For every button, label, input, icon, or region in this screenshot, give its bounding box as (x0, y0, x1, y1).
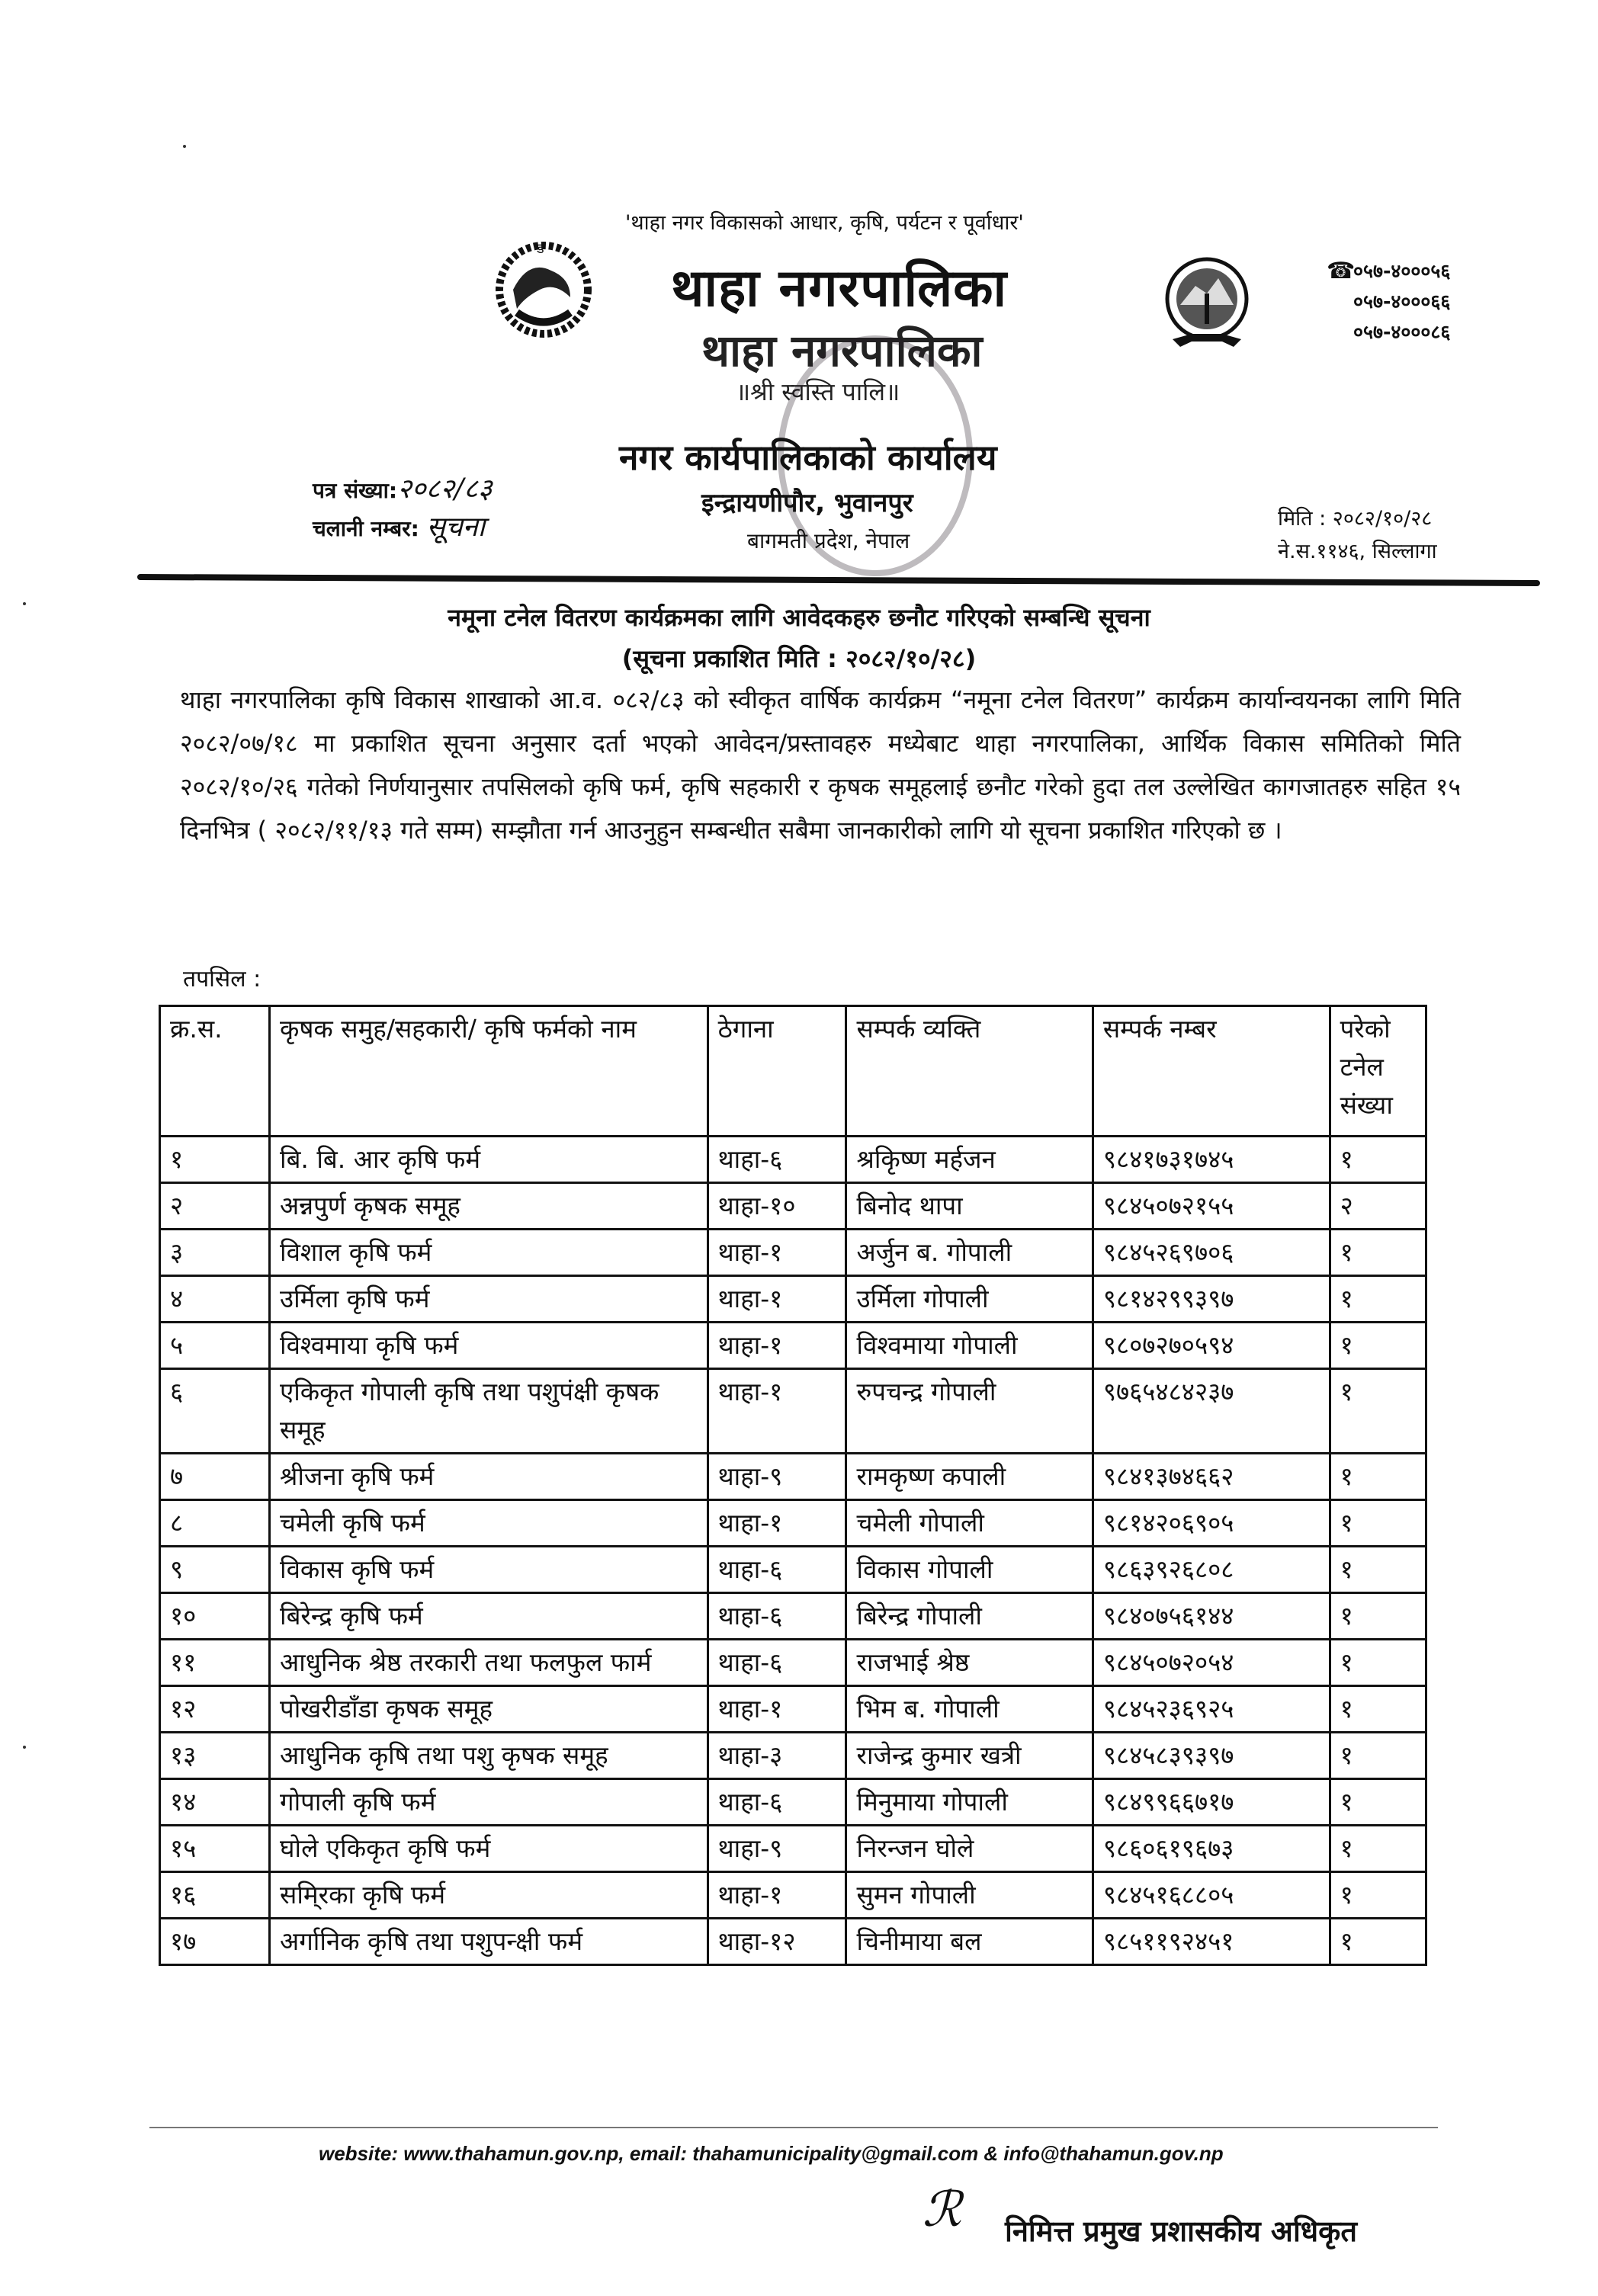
contact-person-cell: अर्जुन ब. गोपाली (846, 1230, 1093, 1276)
footer-contact: website: www.thahamun.gov.np, email: thahamunicipality@gmail.com & info@thahamun.gov.np (319, 2142, 1224, 2165)
serial-cell: ९ (160, 1547, 270, 1593)
name-cell: पोखरीडाँडा कृषक समूह (270, 1686, 708, 1733)
contact-number-cell: ९७६५४८४२३७ (1093, 1369, 1330, 1454)
contact-number-cell: ९८४१३७४६६२ (1093, 1454, 1330, 1500)
serial-cell: १३ (160, 1733, 270, 1779)
table-row (160, 1183, 1426, 1230)
address-cell: थाहा-६ (708, 1779, 846, 1826)
tapsil-label: तपसिल : (183, 966, 262, 992)
contact-person-cell: श्रकिृष्ण मर्हजन (846, 1137, 1093, 1183)
signatory-title: निमित्त प्रमुख प्रशासकीय अधिकृत (1005, 2214, 1358, 2248)
name-cell: आधुनिक श्रेष्ठ तरकारी तथा फलफुल फार्म (270, 1640, 708, 1686)
chalani-number (313, 507, 485, 544)
serial-cell: १५ (160, 1826, 270, 1872)
tunnel-count-cell: १ (1330, 1276, 1426, 1323)
thaha-municipality-logo (1157, 252, 1256, 358)
contact-number-cell: ९८४५१६८८०५ (1093, 1872, 1330, 1919)
table-row (160, 1640, 1426, 1686)
address-cell: थाहा-१ (708, 1230, 846, 1276)
tunnel-count-cell: १ (1330, 1872, 1426, 1919)
tunnel-count-cell: १ (1330, 1779, 1426, 1826)
office-name: नगर कार्यपालिकाको कार्यालय (619, 437, 997, 478)
header-serial: क्र.स. (160, 1006, 270, 1137)
contact-person-cell: राजभाई श्रेष्ठ (846, 1640, 1093, 1686)
table-row (160, 1593, 1426, 1640)
serial-cell: ५ (160, 1323, 270, 1369)
address-cell: थाहा-९ (708, 1826, 846, 1872)
address-cell: थाहा-१ (708, 1323, 846, 1369)
tunnel-count-cell: १ (1330, 1137, 1426, 1183)
tunnel-count-cell: १ (1330, 1369, 1426, 1454)
header-contact-number: सम्पर्क नम्बर (1093, 1006, 1330, 1137)
table-row (160, 1826, 1426, 1872)
address-cell: थाहा-१२ (708, 1919, 846, 1965)
verse-line: ॥श्री स्वस्ति पालि॥ (736, 377, 900, 406)
phone-number: ०५७-४०००८६ (1353, 321, 1451, 343)
address-cell: थाहा-१ (708, 1686, 846, 1733)
contact-person-cell: बिरेन्द्र गोपाली (846, 1593, 1093, 1640)
contact-person-cell: बिनोद थापा (846, 1183, 1093, 1230)
municipality-motto: 'थाहा नगर विकासको आधार, कृषि, पर्यटन र पूर्वाधार' (625, 211, 1024, 235)
address-cell: थाहा-१ (708, 1276, 846, 1323)
serial-cell: १४ (160, 1779, 270, 1826)
address-cell: थाहा-६ (708, 1547, 846, 1593)
name-cell: एकिकृत गोपाली कृषि तथा पशुपंक्षी कृषक समूह (270, 1369, 708, 1454)
tunnel-count-cell: १ (1330, 1500, 1426, 1547)
contact-person-cell: विश्वमाया गोपाली (846, 1323, 1093, 1369)
table-row (160, 1779, 1426, 1826)
nepal-emblem-logo (494, 236, 593, 343)
scan-speck (183, 145, 186, 148)
tunnel-count-cell: २ (1330, 1183, 1426, 1230)
contact-number-cell: ९८४०७५६१४४ (1093, 1593, 1330, 1640)
office-address-line2: बागमती प्रदेश, नेपाल (747, 528, 910, 553)
serial-cell: ३ (160, 1230, 270, 1276)
serial-cell: ७ (160, 1454, 270, 1500)
table-row (160, 1547, 1426, 1593)
chalani-label: चलानी नम्बर: (313, 516, 419, 541)
scan-speck (23, 602, 26, 605)
letter-date: मिति : २०८२/१०/२८ (1278, 507, 1433, 531)
municipality-name: थाहा नगरपालिका (671, 258, 1008, 319)
name-cell: गोपाली कृषि फर्म (270, 1779, 708, 1826)
serial-cell: १० (160, 1593, 270, 1640)
serial-cell: ६ (160, 1369, 270, 1454)
contact-person-cell: विकास गोपाली (846, 1547, 1093, 1593)
name-cell: आधुनिक कृषि तथा पशु कृषक समूह (270, 1733, 708, 1779)
contact-person-cell: रुपचन्द्र गोपाली (846, 1369, 1093, 1454)
contact-person-cell: सुमन गोपाली (846, 1872, 1093, 1919)
contact-person-cell: रामकृष्ण कपाली (846, 1454, 1093, 1500)
tunnel-count-cell: १ (1330, 1640, 1426, 1686)
notice-body: थाहा नगरपालिका कृषि विकास शाखाको आ.व. ०८२/८३ को स्वीकृत वार्षिक कार्यक्रम “नमूना टनेल वितरण” कार्यक्रम कार्यान्वयनका लागि मिति २०८२/०७/१८ मा प्रकाशित सूचना अनुसार दर्ता भएको आवेदन/प्रस्तावहरु मध्येबाट थाहा नगरपालिका, आर्थिक विकास समितिको मिति २०८२/१०/२६ गतेको निर्णयानुसार तपसिलको कृषि फर्म, कृषि सहकारी र कृषक समूहलाई छनौट गरेको हुदा तल उल्लेखित कागजातहरु सहित १५ दिनभित्र ( २०८२/११/१३ गते सम्म) सम्झौता गर्न आउनुहुन सम्बन्धीत सबैमा जानकारीको लागि यो सूचना प्रकाशित गरिएको छ । (180, 685, 1461, 845)
table-row (160, 1733, 1426, 1779)
patra-sankhya (313, 469, 493, 506)
address-cell: थाहा-६ (708, 1137, 846, 1183)
name-cell: बि. बि. आर कृषि फर्म (270, 1137, 708, 1183)
contact-person-cell: चमेली गोपाली (846, 1500, 1093, 1547)
contact-person-cell: राजेन्द्र कुमार खत्री (846, 1733, 1093, 1779)
name-cell: चमेली कृषि फर्म (270, 1500, 708, 1547)
name-cell: उर्मिला कृषि फर्म (270, 1276, 708, 1323)
table-row (160, 1276, 1426, 1323)
tunnel-count-cell: १ (1330, 1919, 1426, 1965)
tunnel-count-cell: १ (1330, 1826, 1426, 1872)
name-cell: श्रीजना कृषि फर्म (270, 1454, 708, 1500)
header-contact-person: सम्पर्क व्यक्ति (846, 1006, 1093, 1137)
table-row (160, 1369, 1426, 1454)
contact-person-cell: निरन्जन घोले (846, 1826, 1093, 1872)
header-tunnel-count: परेको टनेल संख्या (1330, 1006, 1426, 1137)
name-cell: घोले एकिकृत कृषि फर्म (270, 1826, 708, 1872)
name-cell: बिरेन्द्र कृषि फर्म (270, 1593, 708, 1640)
name-cell: विशाल कृषि फर्म (270, 1230, 708, 1276)
contact-number-cell: ९८६३९२६८०८ (1093, 1547, 1330, 1593)
municipality-name-newari: थाहा नगरपालिका (701, 325, 983, 377)
serial-cell: १६ (160, 1872, 270, 1919)
table-row (160, 1500, 1426, 1547)
contact-number-cell: ९८४५०७२१५५ (1093, 1183, 1330, 1230)
notice-published-date: (सूचना प्रकाशित मिति : २०८२/१०/२८) (621, 644, 977, 673)
serial-cell: ११ (160, 1640, 270, 1686)
table-row (160, 1454, 1426, 1500)
contact-number-cell: ९८४५०७२०५४ (1093, 1640, 1330, 1686)
contact-number-cell: ९८४१७३१७४५ (1093, 1137, 1330, 1183)
serial-cell: १ (160, 1137, 270, 1183)
table-row (160, 1323, 1426, 1369)
table-row (160, 1137, 1426, 1183)
name-cell: अन्नपुर्ण कृषक समूह (270, 1183, 708, 1230)
serial-cell: २ (160, 1183, 270, 1230)
phone-numbers (1353, 256, 1450, 348)
header-name: कृषक समुह/सहकारी/ कृषि फर्मको नाम (270, 1006, 708, 1137)
tunnel-count-cell: १ (1330, 1547, 1426, 1593)
tunnel-count-cell: १ (1330, 1593, 1426, 1640)
notice-subject: नमूना टनेल वितरण कार्यक्रमका लागि आवेदकहरु छनौट गरिएको सम्बन्धि सूचना (448, 603, 1150, 632)
serial-cell: ४ (160, 1276, 270, 1323)
table-row (160, 1230, 1426, 1276)
contact-person-cell: चिनीमाया बल (846, 1919, 1093, 1965)
address-cell: थाहा-१ (708, 1872, 846, 1919)
tunnel-count-cell: १ (1330, 1733, 1426, 1779)
name-cell: अर्गानिक कृषि तथा पशुपन्क्षी फर्म (270, 1919, 708, 1965)
footer-divider (149, 2127, 1438, 2128)
contact-number-cell: ९८०७२७०५९४ (1093, 1323, 1330, 1369)
tunnel-count-cell: १ (1330, 1454, 1426, 1500)
chalani-value: सूचना (426, 511, 486, 543)
patra-sankhya-value: २०८२/८३ (397, 473, 493, 505)
address-cell: थाहा-६ (708, 1640, 846, 1686)
contact-person-cell: उर्मिला गोपाली (846, 1276, 1093, 1323)
contact-number-cell: ९८४५२३६९२५ (1093, 1686, 1330, 1733)
address-cell: थाहा-३ (708, 1733, 846, 1779)
svg-text:ड: ड (537, 241, 544, 257)
address-cell: थाहा-१ (708, 1500, 846, 1547)
selected-applicants-table (159, 1005, 1427, 1966)
office-address-line1: इन्द्रायणीपौर, भुवानपुर (701, 488, 913, 518)
contact-number-cell: ९८४९९६६७१७ (1093, 1779, 1330, 1826)
table-header-row (160, 1006, 1426, 1137)
signature-mark: ℛ (923, 2182, 962, 2238)
patra-sankhya-label: पत्र संख्या: (313, 478, 398, 503)
contact-person-cell: भिम ब. गोपाली (846, 1686, 1093, 1733)
contact-number-cell: ९८१४२९९३९७ (1093, 1276, 1330, 1323)
tunnel-count-cell: १ (1330, 1323, 1426, 1369)
tunnel-count-cell: १ (1330, 1230, 1426, 1276)
table-row (160, 1686, 1426, 1733)
table-row (160, 1872, 1426, 1919)
contact-person-cell: मिनुमाया गोपाली (846, 1779, 1093, 1826)
nepal-sambat-date: ने.स.११४६, सिल्लागा (1278, 540, 1437, 563)
address-cell: थाहा-६ (708, 1593, 846, 1640)
contact-number-cell: ९८६०६१९६७३ (1093, 1826, 1330, 1872)
contact-number-cell: ९८४५२६९७०६ (1093, 1230, 1330, 1276)
address-cell: थाहा-१ (708, 1369, 846, 1454)
table-row (160, 1919, 1426, 1965)
telephone-icon: ☎ (1327, 258, 1356, 284)
header-divider (137, 574, 1540, 586)
tunnel-count-cell: १ (1330, 1686, 1426, 1733)
serial-cell: १२ (160, 1686, 270, 1733)
name-cell: समि्रका कृषि फर्म (270, 1872, 708, 1919)
address-cell: थाहा-१० (708, 1183, 846, 1230)
serial-cell: १७ (160, 1919, 270, 1965)
contact-number-cell: ९८५११९२४५१ (1093, 1919, 1330, 1965)
phone-number: ०५७-४०००६६ (1353, 290, 1451, 313)
header-address: ठेगाना (708, 1006, 846, 1137)
serial-cell: ८ (160, 1500, 270, 1547)
name-cell: विकास कृषि फर्म (270, 1547, 708, 1593)
phone-number: ०५७-४०००५६ (1353, 260, 1451, 282)
contact-number-cell: ९८१४२०६९०५ (1093, 1500, 1330, 1547)
scan-speck (23, 1746, 26, 1749)
name-cell: विश्वमाया कृषि फर्म (270, 1323, 708, 1369)
address-cell: थाहा-९ (708, 1454, 846, 1500)
contact-number-cell: ९८४५८३९३९७ (1093, 1733, 1330, 1779)
